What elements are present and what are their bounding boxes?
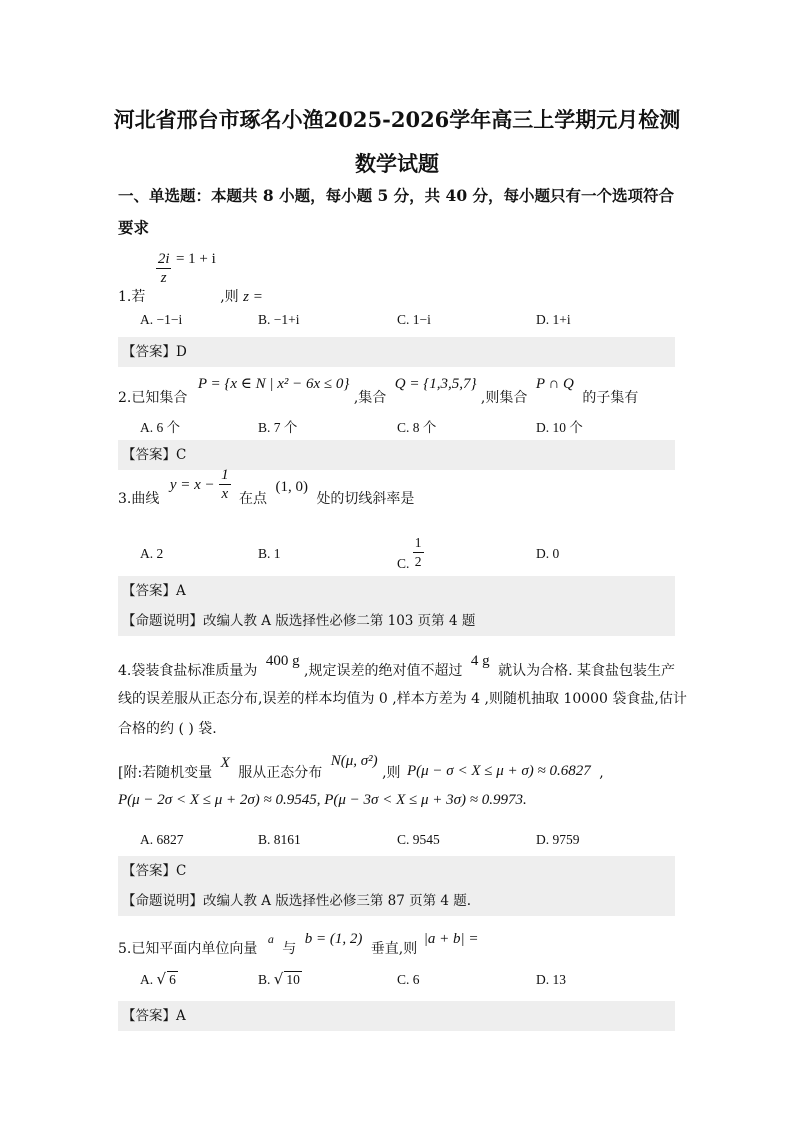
q4-tolerance: 4 g xyxy=(470,653,490,669)
q5-option-d: D. 13 xyxy=(536,972,566,987)
q1-option-b: B. −1+i xyxy=(258,312,300,327)
q4-note-text: 改编人教 A 版选择性必修三第 87 页第 4 题. xyxy=(203,893,472,909)
q2-answer-bar xyxy=(118,440,675,470)
q4-line1-c: 就认为合格. 某食盐包装生产 xyxy=(498,663,676,679)
q4-line4-d: , xyxy=(599,765,604,781)
q3-prefix: 3.曲线 xyxy=(118,490,160,507)
q2-prefix: 2.已知集合 xyxy=(118,390,188,406)
q1-answer-label: 【答案】 xyxy=(122,344,176,360)
q5-mid2: 垂直,则 xyxy=(370,941,418,957)
q2-answer-value: C xyxy=(176,447,187,463)
q3-option-c-den: 2 xyxy=(414,554,422,569)
q4-answer-bar xyxy=(118,856,675,886)
q4-option-c: C. 9545 xyxy=(397,832,440,847)
q2-option-b: B. 7 个 xyxy=(258,420,298,435)
q2-answer-label: 【答案】 xyxy=(122,447,176,463)
q3-note-text: 改编人教 A 版选择性必修二第 103 页第 4 题 xyxy=(203,613,476,629)
q3-fraction xyxy=(219,466,231,503)
q3-frac-den: x xyxy=(221,486,229,502)
q5-answer-label: 【答案】 xyxy=(122,1008,176,1024)
q3-option-c xyxy=(397,534,424,571)
q5-option-a-label: A. xyxy=(140,972,157,987)
q4-option-b: B. 8161 xyxy=(258,832,301,847)
q1-frac-den: z xyxy=(160,270,167,286)
question-4-line-2: 线的误差服从正态分布,误差的样本均值为 0 ,样本方差为 4 ,则随机抽取 10000 袋食盐,估计 xyxy=(118,691,687,707)
q3-answer-label: 【答案】 xyxy=(122,583,176,599)
q4-note-bar xyxy=(118,886,675,916)
q4-line1-a: 4.袋装食盐标准质量为 xyxy=(118,663,258,679)
sqrt-icon: √ xyxy=(156,970,167,988)
q4-option-d: D. 9759 xyxy=(536,832,580,847)
q1-answer-value: D xyxy=(176,344,187,360)
q2-mid2: ,则集合 xyxy=(480,390,528,406)
question-5 xyxy=(118,928,479,957)
q4-answer-label: 【答案】 xyxy=(122,863,176,879)
q4-line4-a: [附:若随机变量 xyxy=(118,765,213,781)
q5-option-b xyxy=(258,970,302,988)
q1-frac-num: 2i xyxy=(157,251,170,267)
q5-answer-value: A xyxy=(176,1008,186,1024)
q1-answer-bar xyxy=(118,337,675,367)
q3-suffix: 处的切线斜率是 xyxy=(316,490,415,507)
question-4-line-4 xyxy=(118,752,604,781)
q1-fraction xyxy=(156,250,172,287)
q2-mid1: ,集合 xyxy=(353,390,387,406)
q5-option-c: C. 6 xyxy=(397,972,420,987)
q5-option-b-label: B. xyxy=(258,972,274,987)
question-4-line-3: 合格的约 ( ) 袋. xyxy=(118,721,217,737)
document-subtitle: 数学试题 xyxy=(355,151,439,176)
q4-var: X xyxy=(220,755,230,771)
q1-var: z = xyxy=(243,288,263,305)
q4-note-label: 【命题说明】 xyxy=(122,893,203,909)
question-4-line-1 xyxy=(118,650,676,679)
question-4-line-5: P(μ − 2σ < X ≤ μ + 2σ) ≈ 0.9545, P(μ − 3σ < X ≤ μ + 3σ) ≈ 0.9973. xyxy=(118,792,527,808)
q5-expression: |a + b| = xyxy=(423,931,479,947)
q5-vector-b: b = (1, 2) xyxy=(304,931,363,947)
q3-option-d: D. 0 xyxy=(536,546,560,561)
q3-option-c-fraction xyxy=(413,534,424,571)
q2-set-p: P = {x ∈ N | x² − 6x ≤ 0} xyxy=(197,376,350,392)
q2-option-d: D. 10 个 xyxy=(536,420,583,435)
q3-mid: 在点 xyxy=(239,490,268,507)
q2-suffix: 的子集有 xyxy=(582,390,639,406)
q5-option-a-radicand: 6 xyxy=(169,972,176,987)
question-2 xyxy=(118,373,639,406)
q4-p1: P(μ − σ < X ≤ μ + σ) ≈ 0.6827 xyxy=(407,763,591,779)
q1-prefix: 1.若 xyxy=(118,288,146,305)
q5-option-a xyxy=(140,970,178,988)
question-3 xyxy=(118,467,415,517)
q3-option-c-num: 1 xyxy=(413,534,424,553)
q3-option-c-label: C. xyxy=(397,555,413,571)
q4-mass: 400 g xyxy=(265,653,300,669)
q3-note-label: 【命题说明】 xyxy=(122,613,203,629)
q2-set-q: Q = {1,3,5,7} xyxy=(394,376,477,392)
q1-option-a: A. −1−i xyxy=(140,312,183,327)
q3-lhs: y = x − xyxy=(169,476,215,493)
q2-option-a: A. 6 个 xyxy=(140,420,181,435)
q1-mid: ,则 xyxy=(220,288,239,305)
q3-option-b: B. 1 xyxy=(258,546,281,561)
q5-mid1: 与 xyxy=(282,941,297,957)
q5-answer-bar xyxy=(118,1001,675,1031)
q3-option-a: A. 2 xyxy=(140,546,164,561)
question-1 xyxy=(118,250,263,305)
sqrt-icon: √ xyxy=(273,970,284,988)
document-title: 河北省邢台市琢名小渔2025-2026学年高三上学期元月检测 xyxy=(113,107,681,132)
q3-answer-value: A xyxy=(176,583,186,599)
q4-option-a: A. 6827 xyxy=(140,832,184,847)
q3-note-bar xyxy=(118,606,675,636)
q4-line4-c: ,则 xyxy=(382,765,401,781)
q2-option-c: C. 8 个 xyxy=(397,420,437,435)
q4-distribution: N(μ, σ²) xyxy=(330,753,378,769)
q5-var-a: a xyxy=(267,932,274,946)
q4-line4-b: 服从正态分布 xyxy=(238,765,323,781)
q4-answer-value: C xyxy=(176,863,187,879)
q1-equation: = 1 + i xyxy=(175,250,216,267)
q1-option-d: D. 1+i xyxy=(536,312,571,327)
q1-option-c: C. 1−i xyxy=(397,312,431,327)
q3-answer-bar xyxy=(118,576,675,606)
q3-frac-num: 1 xyxy=(221,467,229,483)
section-heading: 一、单选题：本题共 8 小题，每小题 5 分，共 40 分，每小题只有一个选项符合要求 xyxy=(118,186,675,237)
q5-prefix: 5.已知平面内单位向量 xyxy=(118,941,258,957)
q3-point: (1, 0) xyxy=(275,478,308,495)
q4-line1-b: ,规定误差的绝对值不超过 xyxy=(304,663,463,679)
q2-intersection: P ∩ Q xyxy=(535,376,574,392)
q5-option-b-radicand: 10 xyxy=(286,972,300,987)
